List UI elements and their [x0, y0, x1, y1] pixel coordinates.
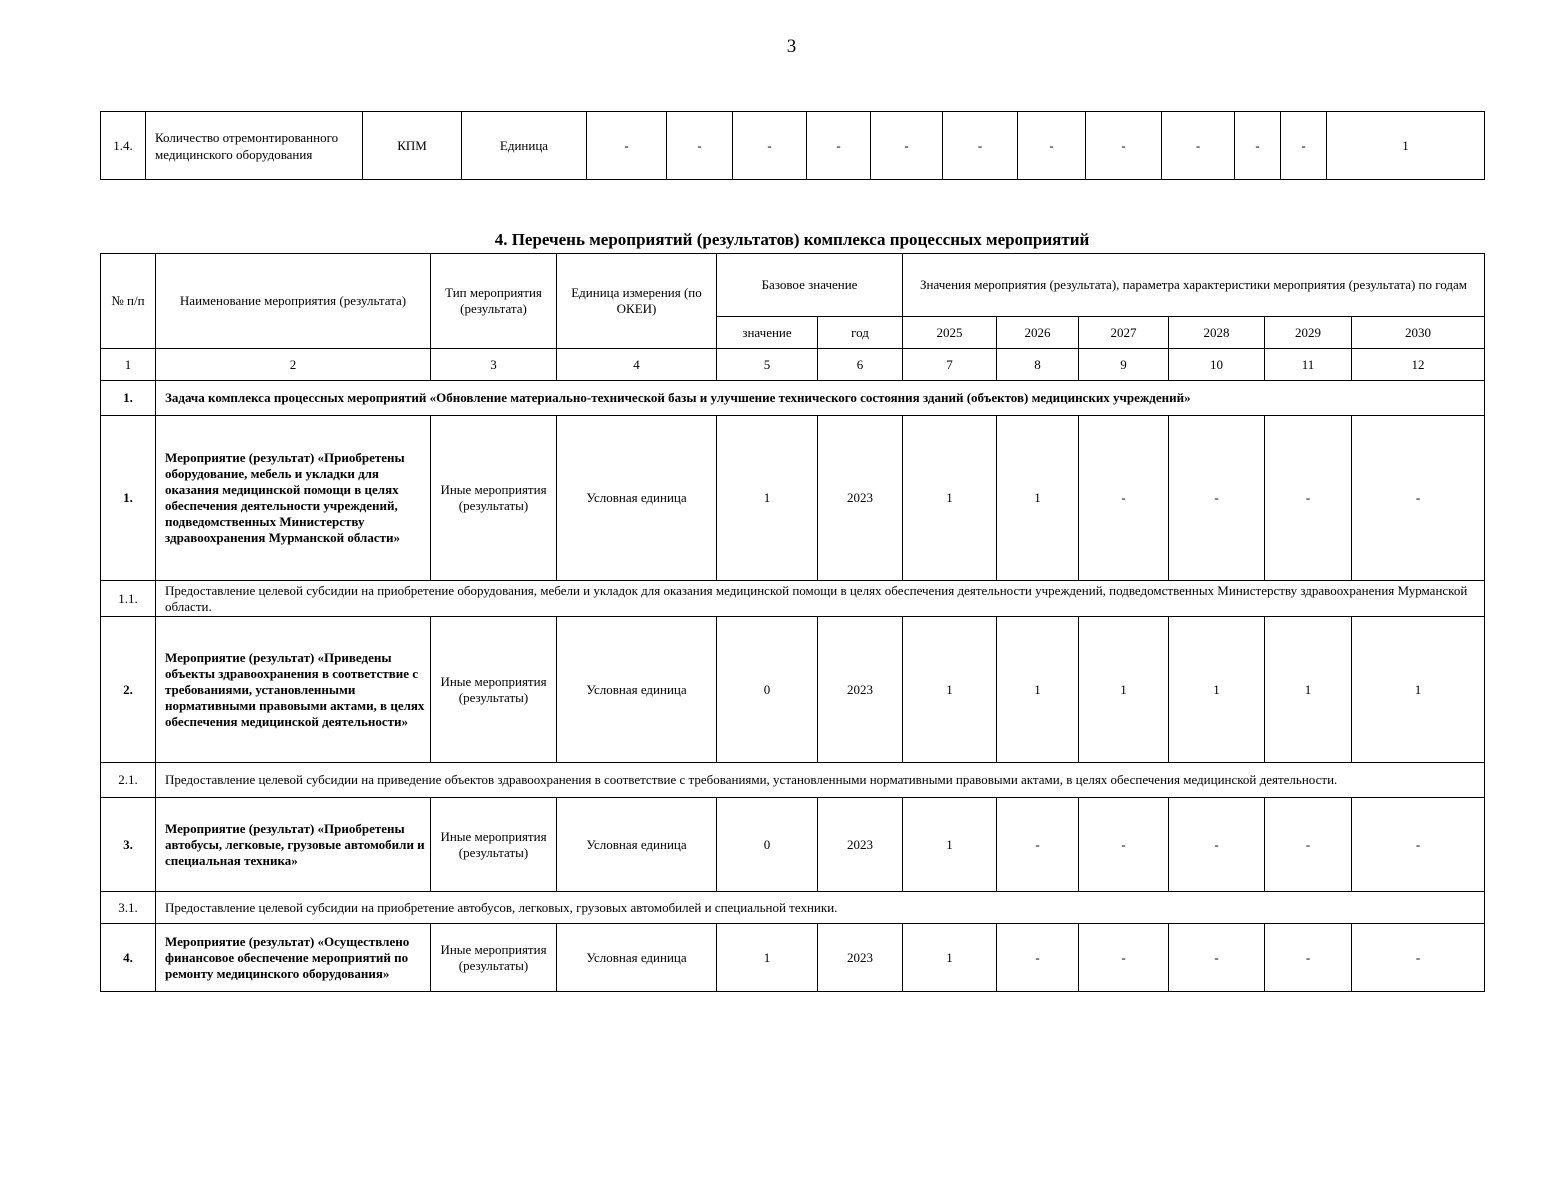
event-type: Иные мероприятия (результаты) — [431, 617, 557, 763]
year-value: - — [1079, 416, 1169, 581]
column-number: 1 — [101, 349, 156, 381]
event-unit: Условная единица — [557, 416, 717, 581]
year-value: 1 — [997, 617, 1079, 763]
column-number: 11 — [1265, 349, 1352, 381]
event-number: 2. — [101, 617, 156, 763]
header-base-value: значение — [717, 317, 818, 349]
subevent-number: 1.1. — [101, 581, 156, 617]
column-number: 4 — [557, 349, 717, 381]
event-unit: Условная единица — [557, 924, 717, 992]
event-number: 1. — [101, 416, 156, 581]
header-year: 2026 — [997, 317, 1079, 349]
year-value: 1 — [997, 416, 1079, 581]
header-values-group: Значения мероприятия (результата), параметра характеристики мероприятия (результата) по годам — [903, 254, 1485, 317]
year-value: 1 — [903, 416, 997, 581]
header-year: 2029 — [1265, 317, 1352, 349]
event-row — [101, 617, 1485, 763]
year-value: 1 — [1079, 617, 1169, 763]
header-year: 2028 — [1169, 317, 1265, 349]
year-value: - — [997, 798, 1079, 892]
value-cell: - — [733, 112, 807, 180]
event-number: 4. — [101, 924, 156, 992]
year-value: - — [1169, 798, 1265, 892]
year-value: - — [1265, 798, 1352, 892]
header-row — [101, 254, 1485, 317]
value-cell: - — [587, 112, 667, 180]
event-row — [101, 798, 1485, 892]
task-row — [101, 381, 1485, 416]
value-cell: - — [667, 112, 733, 180]
table-row — [101, 112, 1485, 180]
header-num: № п/п — [101, 254, 156, 349]
header-base-year: год — [818, 317, 903, 349]
year-value: - — [1352, 924, 1485, 992]
column-number: 7 — [903, 349, 997, 381]
header-type: Тип мероприятия (результата) — [431, 254, 557, 349]
indicator-unit: Единица — [462, 112, 587, 180]
event-name: Мероприятие (результат) «Осуществлено финансовое обеспечение мероприятий по ремонту медицинского оборудования» — [156, 924, 431, 992]
subevent-text: Предоставление целевой субсидии на приобретение автобусов, легковых, грузовых автомобилей и специальной техники. — [156, 892, 1485, 924]
base-value: 1 — [717, 924, 818, 992]
base-year: 2023 — [818, 798, 903, 892]
column-number: 10 — [1169, 349, 1265, 381]
year-value: - — [1352, 798, 1485, 892]
event-row — [101, 924, 1485, 992]
subevent-row — [101, 581, 1485, 617]
year-value: 1 — [1169, 617, 1265, 763]
year-value: - — [997, 924, 1079, 992]
task-number: 1. — [101, 381, 156, 416]
indicator-name: Количество отремонтированного медицинского оборудования — [146, 112, 363, 180]
event-type: Иные мероприятия (результаты) — [431, 798, 557, 892]
year-value: - — [1169, 416, 1265, 581]
value-cell: - — [1162, 112, 1235, 180]
value-cell: - — [871, 112, 943, 180]
base-year: 2023 — [818, 924, 903, 992]
header-year: 2030 — [1352, 317, 1485, 349]
year-value: - — [1352, 416, 1485, 581]
header-name: Наименование мероприятия (результата) — [156, 254, 431, 349]
year-value: - — [1265, 416, 1352, 581]
header-year: 2027 — [1079, 317, 1169, 349]
value-cell: - — [1086, 112, 1162, 180]
indicator-type: КПМ — [363, 112, 462, 180]
event-name: Мероприятие (результат) «Приобретены оборудование, мебель и укладки для оказания медицинской помощи в целях обеспечения деятельности учреждений, подведомственных Министерству здравоохранения Мурманской области» — [156, 416, 431, 581]
column-number: 9 — [1079, 349, 1169, 381]
year-value: - — [1265, 924, 1352, 992]
header-year: 2025 — [903, 317, 997, 349]
column-numbers-row — [101, 349, 1485, 381]
header-base: Базовое значение — [717, 254, 903, 317]
year-value: 1 — [903, 924, 997, 992]
year-value: 1 — [903, 798, 997, 892]
continuation-table — [100, 111, 1485, 180]
event-name: Мероприятие (результат) «Приобретены автобусы, легковые, грузовые автомобили и специальная техника» — [156, 798, 431, 892]
value-cell: - — [1235, 112, 1281, 180]
subevent-number: 3.1. — [101, 892, 156, 924]
value-cell: - — [943, 112, 1018, 180]
column-number: 6 — [818, 349, 903, 381]
header-unit: Единица измерения (по ОКЕИ) — [557, 254, 717, 349]
column-number: 8 — [997, 349, 1079, 381]
section-title: 4. Перечень мероприятий (результатов) комплекса процессных мероприятий — [494, 230, 1090, 249]
column-number: 2 — [156, 349, 431, 381]
value-cell: - — [1281, 112, 1327, 180]
event-name: Мероприятие (результат) «Приведены объекты здравоохранения в соответствие с требованиями, установленными нормативными правовыми актами, в целях обеспечения медицинской деятельности» — [156, 617, 431, 763]
subevent-text: Предоставление целевой субсидии на приобретение оборудования, мебели и укладок для оказания медицинской помощи в целях обеспечения деятельности учреждений, подведомственных Министерству здравоохранения Мурманской области. — [156, 581, 1485, 617]
base-year: 2023 — [818, 416, 903, 581]
base-value: 1 — [717, 416, 818, 581]
event-type: Иные мероприятия (результаты) — [431, 924, 557, 992]
value-cell: - — [807, 112, 871, 180]
event-unit: Условная единица — [557, 798, 717, 892]
column-number: 12 — [1352, 349, 1485, 381]
value-cell: 1 — [1327, 112, 1485, 180]
subevent-row — [101, 892, 1485, 924]
year-value: 1 — [1352, 617, 1485, 763]
base-year: 2023 — [818, 617, 903, 763]
year-value: 1 — [1265, 617, 1352, 763]
subevent-row — [101, 763, 1485, 798]
column-number: 5 — [717, 349, 818, 381]
year-value: - — [1079, 924, 1169, 992]
subevent-number: 2.1. — [101, 763, 156, 798]
value-cell: - — [1018, 112, 1086, 180]
year-value: 1 — [903, 617, 997, 763]
base-value: 0 — [717, 798, 818, 892]
year-value: - — [1169, 924, 1265, 992]
row-number: 1.4. — [101, 112, 146, 180]
base-value: 0 — [717, 617, 818, 763]
page-number: 3 — [786, 36, 797, 57]
events-table — [100, 253, 1485, 992]
column-number: 3 — [431, 349, 557, 381]
event-row — [101, 416, 1485, 581]
event-number: 3. — [101, 798, 156, 892]
event-type: Иные мероприятия (результаты) — [431, 416, 557, 581]
event-unit: Условная единица — [557, 617, 717, 763]
subevent-text: Предоставление целевой субсидии на приведение объектов здравоохранения в соответствие с требованиями, установленными нормативными правовыми актами, в целях обеспечения медицинской деятельности. — [156, 763, 1485, 798]
task-text: Задача комплекса процессных мероприятий «Обновление материально-технической базы и улучшение технического состояния зданий (объектов) медицинских учреждений» — [156, 381, 1485, 416]
year-value: - — [1079, 798, 1169, 892]
